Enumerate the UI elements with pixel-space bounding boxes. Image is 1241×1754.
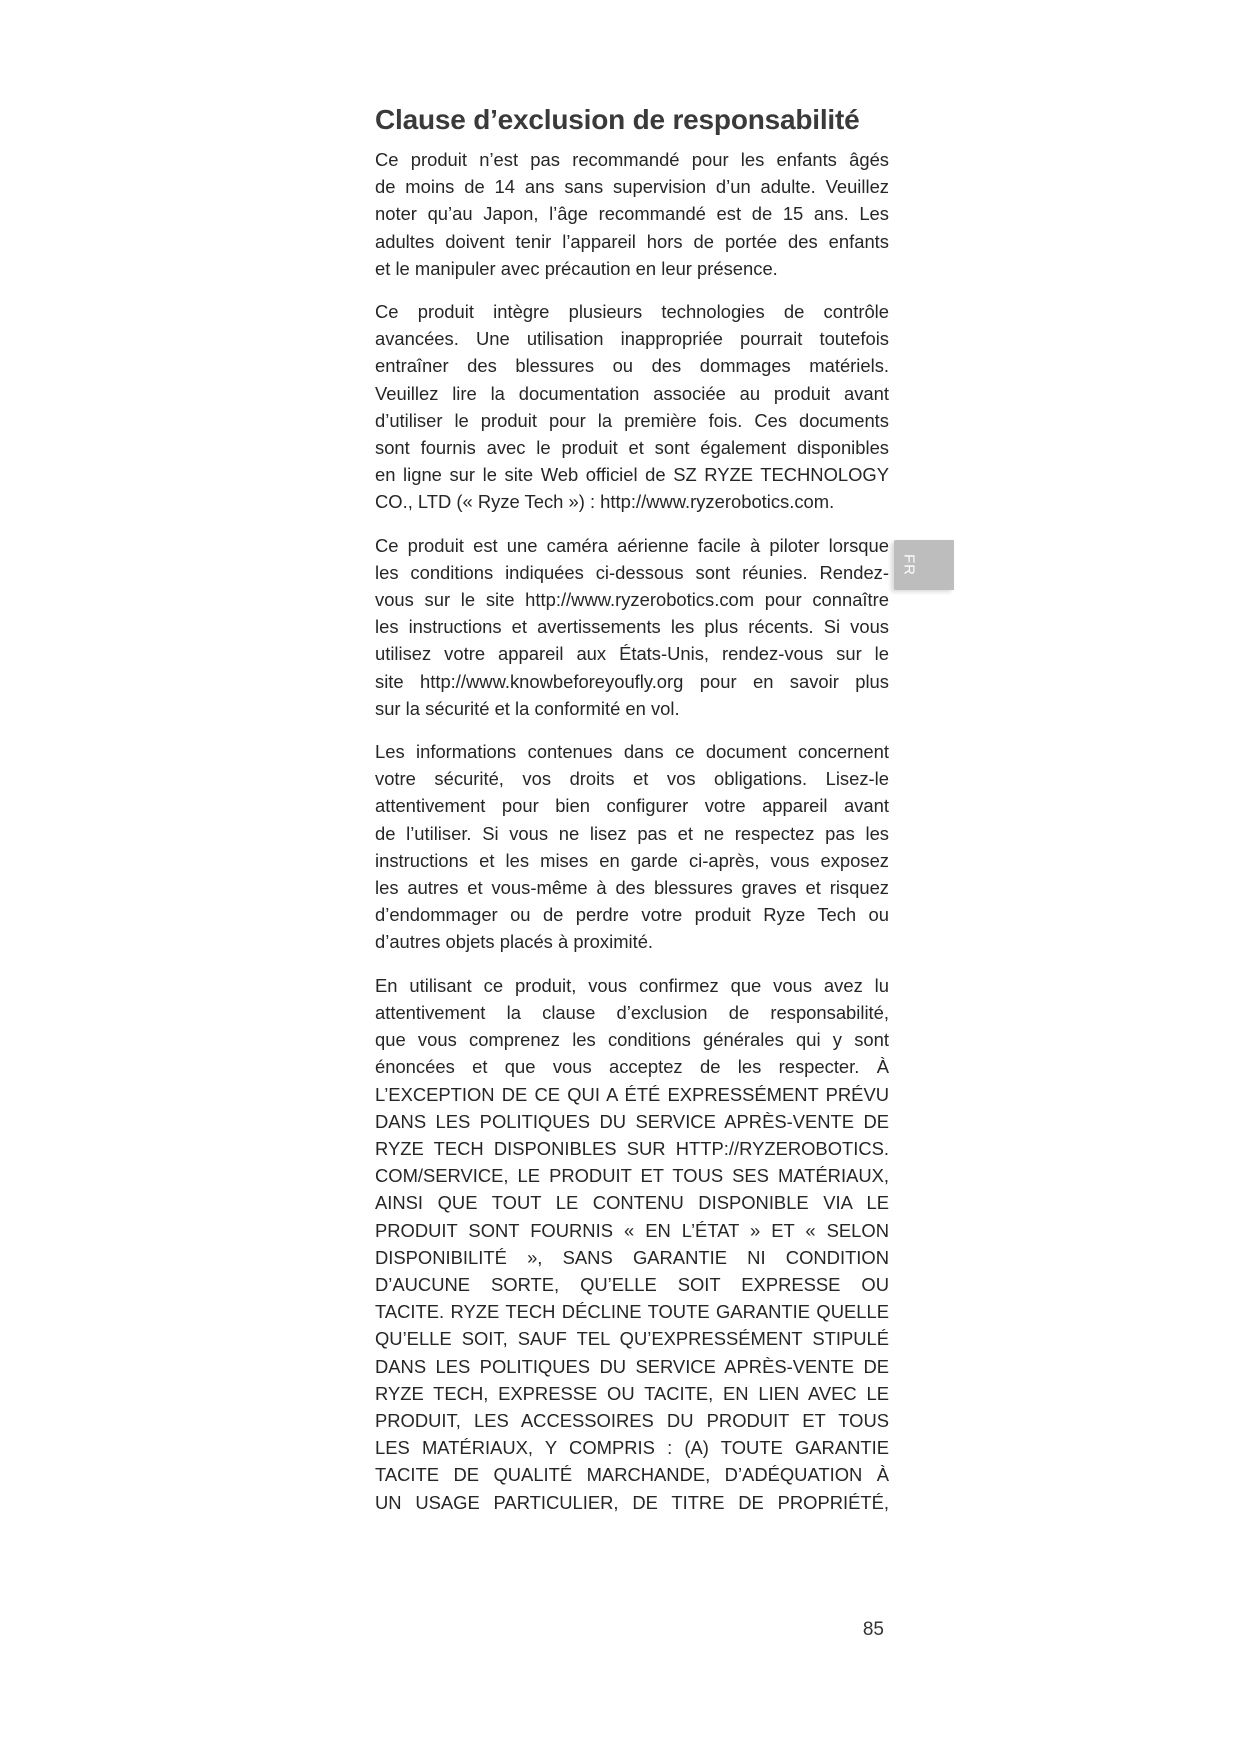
paragraph-age-recommendation [375, 146, 889, 282]
text-line: D’AUCUNE SORTE, QU’ELLE SOIT EXPRESSE OU [375, 1273, 889, 1295]
text-line: sur la sécurité et la conformité en vol. [375, 697, 680, 719]
text-line: sont fournis avec le produit et sont également disponibles [375, 437, 889, 459]
text-line: DANS LES POLITIQUES DU SERVICE APRÈS-VENTE DE [375, 1110, 889, 1132]
paragraph-documentation [375, 298, 889, 516]
text-line: DISPONIBILITÉ », SANS GARANTIE NI CONDITION [375, 1246, 889, 1268]
text-line: et le manipuler avec précaution en leur présence. [375, 257, 778, 279]
text-line: attentivement pour bien configurer votre appareil avant [375, 795, 889, 817]
text-line: RYZE TECH DISPONIBLES SUR HTTP://RYZEROBOTICS. [375, 1137, 889, 1159]
text-line: d’utiliser le produit pour la première fois. Ces documents [375, 409, 889, 431]
text-line: TACITE. RYZE TECH DÉCLINE TOUTE GARANTIE QUELLE [375, 1301, 889, 1323]
text-line: AINSI QUE TOUT LE CONTENU DISPONIBLE VIA LE [375, 1192, 889, 1214]
text-line: Ce produit n’est pas recommandé pour les enfants âgés [375, 149, 889, 170]
text-line: LES MATÉRIAUX, Y COMPRIS : (A) TOUTE GARANTIE [375, 1437, 889, 1459]
text-line: de l’utiliser. Si vous ne lisez pas et ne respectez pas les [375, 822, 889, 844]
text-line: énoncées et que vous acceptez de les respecter. À [375, 1056, 889, 1078]
language-tab-label: FR [900, 554, 918, 576]
text-line: vous sur le site http://www.ryzerobotics.com pour connaître [375, 589, 889, 611]
text-line: PRODUIT SONT FOURNIS « EN L’ÉTAT » ET « SELON [375, 1219, 889, 1241]
text-line: site http://www.knowbeforeyoufly.org pour en savoir plus [375, 670, 889, 692]
paragraph-safety-info [375, 738, 889, 956]
page-number: 85 [862, 1619, 884, 1640]
text-line: UN USAGE PARTICULIER, DE TITRE DE PROPRIÉTÉ, [375, 1491, 889, 1513]
text-line: d’autres objets placés à proximité. [375, 931, 654, 953]
text-line: RYZE TECH, EXPRESSE OU TACITE, EN LIEN AVEC LE [375, 1382, 889, 1404]
text-line: les conditions indiquées ci-dessous sont réunies. Rendez- [375, 561, 889, 583]
text-line: utilisez votre appareil aux États-Unis, rendez-vous sur le [375, 643, 889, 665]
text-line: QU’ELLE SOIT, SAUF TEL QU’EXPRESSÉMENT STIPULÉ [375, 1328, 889, 1350]
text-line: Ce produit est une caméra aérienne facile à piloter lorsque [375, 534, 889, 556]
text-line: attentivement la clause d’exclusion de responsabilité, [375, 1001, 889, 1023]
text-line: L’EXCEPTION DE CE QUI A ÉTÉ EXPRESSÉMENT PRÉVU [375, 1083, 889, 1105]
paragraph-warranty-disclaimer [375, 972, 889, 1516]
text-line: que vous comprenez les conditions générales qui y sont [375, 1029, 889, 1051]
paragraph-aerial-camera [375, 532, 889, 722]
text-line: de moins de 14 ans sans supervision d’un adulte. Veuillez [375, 176, 889, 198]
text-line: adultes doivent tenir l’appareil hors de portée des enfants [375, 230, 889, 252]
text-line: noter qu’au Japon, l’âge recommandé est de 15 ans. Les [375, 203, 889, 225]
text-line: Veuillez lire la documentation associée au produit avant [375, 382, 889, 404]
text-line: d’endommager ou de perdre votre produit Ryze Tech ou [375, 904, 889, 926]
text-line: les autres et vous-même à des blessures graves et risquez [375, 877, 889, 899]
text-line: instructions et les mises en garde ci-après, vous exposez [375, 849, 889, 871]
text-line: Ce produit intègre plusieurs technologies de contrôle [375, 301, 889, 323]
text-line: entraîner des blessures ou des dommages matériels. [375, 355, 889, 377]
text-line: votre sécurité, vos droits et vos obligations. Lisez-le [375, 768, 889, 790]
text-line: en ligne sur le site Web officiel de SZ RYZE TECHNOLOGY [375, 464, 889, 486]
text-line: DANS LES POLITIQUES DU SERVICE APRÈS-VENTE DE [375, 1355, 889, 1377]
page-content [375, 100, 889, 1532]
page-title: Clause d’exclusion de responsabilité [375, 104, 860, 135]
text-line: Les informations contenues dans ce document concernent [375, 741, 889, 763]
text-line: COM/SERVICE, LE PRODUIT ET TOUS SES MATÉRIAUX, [375, 1165, 889, 1187]
language-tab [894, 540, 954, 590]
text-line: En utilisant ce produit, vous confirmez que vous avez lu [375, 974, 889, 996]
text-line: avancées. Une utilisation inappropriée pourrait toutefois [375, 328, 889, 350]
text-line: TACITE DE QUALITÉ MARCHANDE, D’ADÉQUATION À [375, 1464, 889, 1486]
text-line: CO., LTD (« Ryze Tech ») : http://www.ryzerobotics.com. [375, 491, 835, 513]
text-line: PRODUIT, LES ACCESSOIRES DU PRODUIT ET TOUS [375, 1409, 889, 1431]
text-line: les instructions et avertissements les plus récents. Si vous [375, 616, 889, 638]
